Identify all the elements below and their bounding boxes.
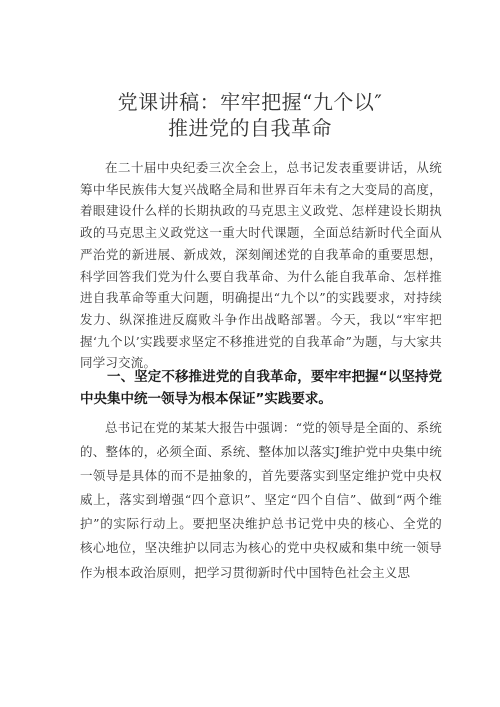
document-title-line-2: 推进党的自我革命 <box>168 116 332 140</box>
section-heading-1: 一、坚定不移推进党的自我革命，要牢牢把握“以坚持党中央集中统一领导为根本保证”实践要求。 <box>80 369 442 407</box>
intro-paragraph: 在二十届中央纪委三次全会上，总书记发表重要讲话，从统筹中华民族伟大复兴战略全局和世界百年未有之大变局的高度，着眼建设什么样的长期执政的马克思主义政党、怎样建设长期执政的马克思主义政党这一重大时代课题，全面总结新时代全面从严治党的新进展、新成效，深刻阐述党的自我革命的重要思想，科学回答我们党为什么要自我革命、为什么能自我革命、怎样推进自我革命等重大问题，明确提出“九个以”的实践要求，对持续发力、纵深推进反腐败斗争作出战略部署。今天，我以“牢牢把握‘九个以’实践要求坚定不移推进党的自我革命”为题，与大家共同学习交流。 <box>80 160 442 371</box>
section-1-paragraph: 总书记在党的某某大报告中强调：“党的领导是全面的、系统的、整体的，必须全面、系统、整体加以落实J维护党中央集中统一领导是具体的而不是抽象的，首先要落实到坚定维护党中央权威上，落实到增强“四个意识”、坚定“四个自信”、做到“两个维护”的实际行动上。要把坚决维护总书记党中央的核心、全党的核心地位，坚决维护以同志为核心的党中央权威和集中统一领导作为根本政治原则，把学习贯彻新时代中国特色社会主义思 <box>80 420 442 580</box>
document-title-line-1: 党课讲稿：牢牢把握“九个以″ <box>117 90 383 114</box>
